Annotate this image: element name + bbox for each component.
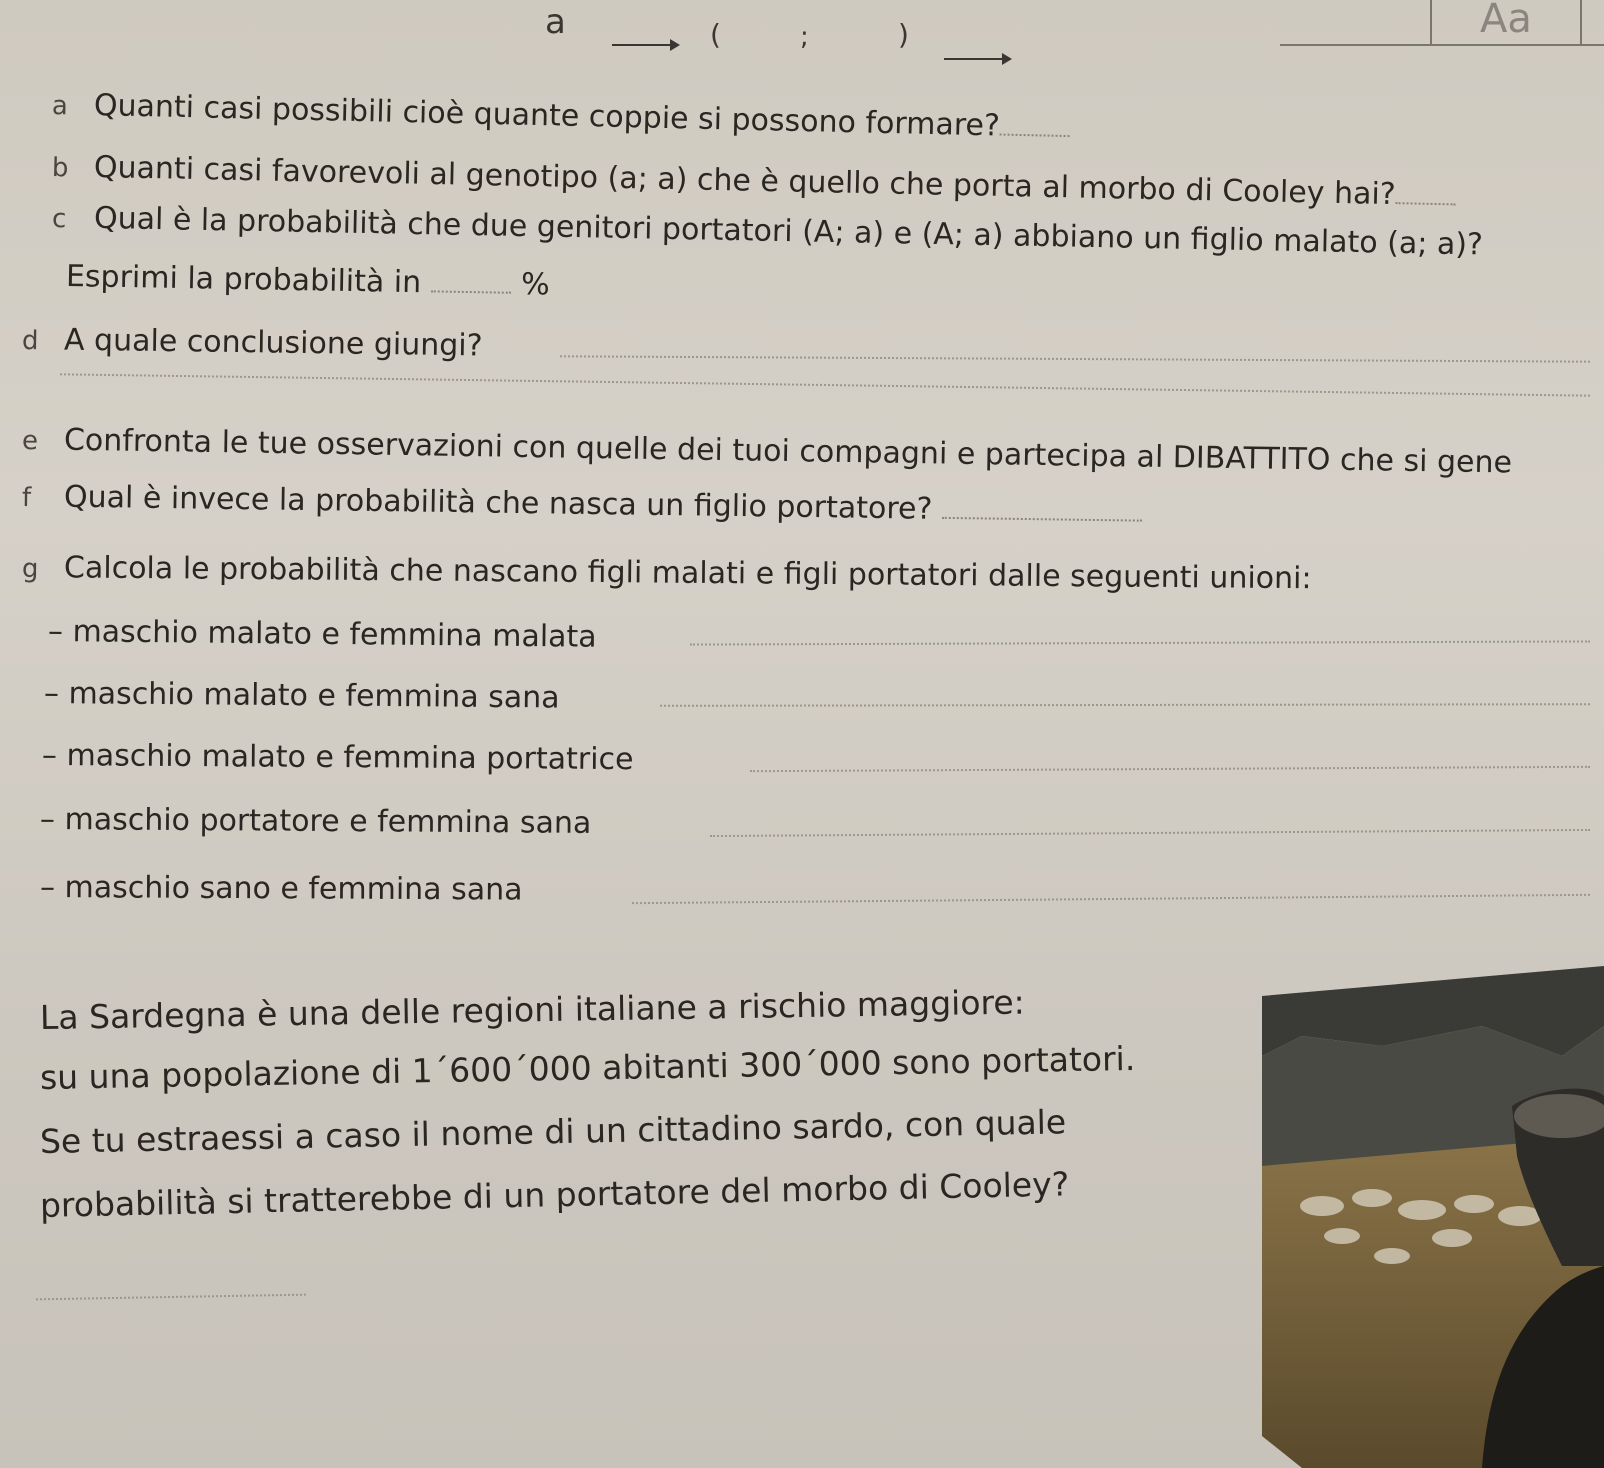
sardegna-text: Se tu estraessi a caso il nome di un cittadino sardo, con quale [39,1102,1067,1161]
question-letter: e [21,426,39,457]
answer-line-d2[interactable] [60,373,1590,396]
question-letter: c [51,204,67,235]
answer-line-sardegna[interactable] [36,1294,306,1301]
answer-line-d1[interactable] [560,355,1590,362]
question-text: Calcola le probabilità che nascano figli malati e figli portatori dalle seguenti unioni: [63,550,1312,597]
percent-sign: % [520,266,550,303]
union-item-4 [40,802,592,842]
union-text: – maschio malato e femmina sana [43,676,560,716]
corner-handwriting: Aa [1480,0,1532,42]
answer-line-union-5[interactable] [632,894,1590,904]
question-text: A quale conclusione giungi? [63,322,483,364]
question-text: Qual è la probabilità che due genitori portatori (A; a) e (A; a) abbiano un figlio malato (a; a)? [93,200,1484,263]
corner-box-divider-2 [1580,0,1582,46]
answer-line-union-3[interactable] [750,766,1590,772]
union-item-1 [48,614,597,656]
sardegna-text: su una popolazione di 1´600´000 abitanti 300´000 sono portatori. [39,1038,1136,1097]
union-text: – maschio sano e femmina sana [39,870,523,908]
union-text: – maschio malato e femmina malata [47,614,597,655]
question-letter: b [51,153,69,184]
percent-blank[interactable] [431,264,511,293]
question-d [22,322,483,365]
union-item-5 [40,870,523,909]
union-text: – maschio malato e femmina portatrice [41,738,634,778]
question-f [22,478,1143,532]
answer-line-union-4[interactable] [710,829,1590,837]
question-a [52,86,1071,147]
corner-box-divider-1 [1430,0,1432,46]
question-text: Quanti casi possibili cioè quante coppie si possono formare? [93,87,1001,144]
sardegna-line-3 [40,1104,1067,1160]
header-open-paren: ( [710,18,721,51]
union-item-3 [42,738,634,778]
union-item-2 [44,676,560,716]
sardegna-text: La Sardegna è una delle regioni italiane a rischio maggiore: [39,982,1026,1037]
header-arrow-1 [612,44,678,46]
union-text: – maschio portatore e femmina sana [39,802,592,841]
question-text: Quanti casi favorevoli al genotipo (a; a) che è quello che porta al morbo di Cooley hai? [93,149,1397,213]
header-arrow-2 [944,58,1010,60]
sardegna-text: probabilità si tratterebbe di un portatore del morbo di Cooley? [39,1164,1070,1225]
question-letter: g [21,554,39,585]
corner-box-edge [1280,44,1604,46]
header-semicolon: ; [800,22,809,52]
header-allele: a [545,2,566,42]
answer-line-union-1[interactable] [690,640,1590,645]
shepherd-photo [1262,966,1604,1468]
answer-blank[interactable] [1000,108,1071,138]
answer-line-union-2[interactable] [660,703,1590,707]
question-g [22,550,1312,598]
question-text: Qual è invece la probabilità che nasca un figlio portatore? [63,479,933,527]
sardegna-line-1 [39,982,1026,1037]
question-letter: f [21,483,32,514]
question-e [22,422,1513,482]
sardegna-line-2 [39,1038,1136,1097]
answer-blank[interactable] [942,491,1142,522]
question-text: Esprimi la probabilità in [65,259,422,301]
question-text: Confronta le tue osservazioni con quelle dei tuoi compagni e partecipa al DIBATTITO che si gene [63,422,1513,481]
question-letter: d [21,326,39,357]
header-close-paren: ) [898,18,909,51]
sardegna-line-4 [40,1166,1070,1224]
answer-blank[interactable] [1395,176,1456,205]
question-letter: a [51,91,69,122]
question-c-percent [66,258,550,303]
